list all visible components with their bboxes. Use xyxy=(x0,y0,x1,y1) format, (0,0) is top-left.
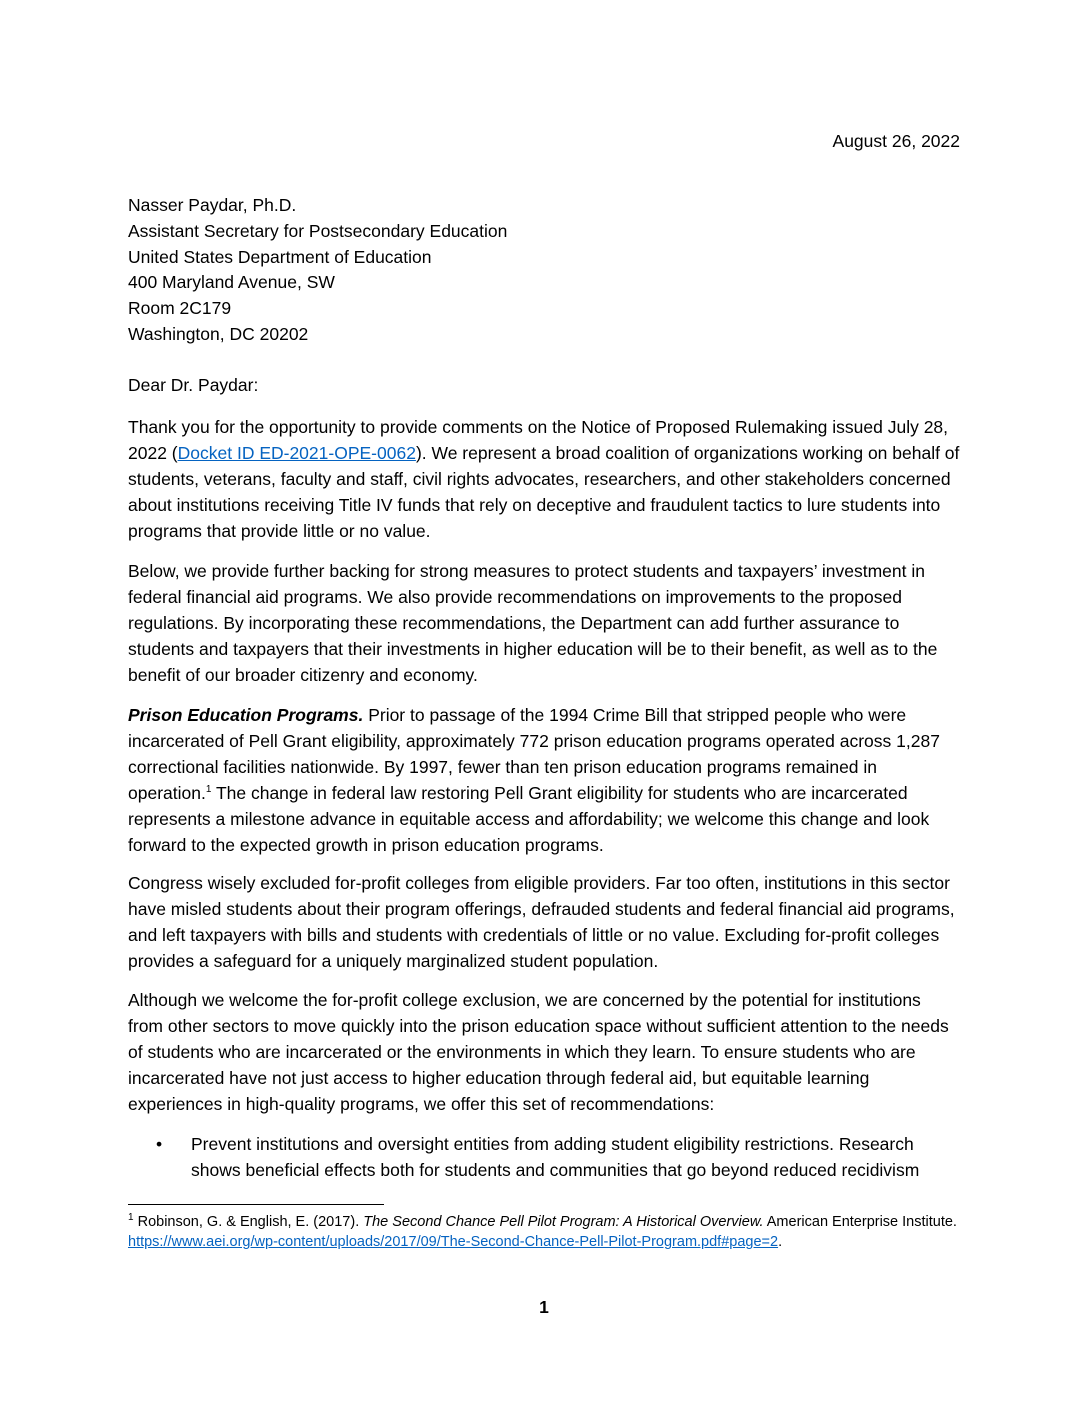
docket-link[interactable]: Docket ID ED-2021-OPE-0062 xyxy=(177,443,416,463)
footnote-link[interactable]: https://www.aei.org/wp-content/uploads/2017/09/The-Second-Chance-Pell-Pilot-Program.pdf#page=2 xyxy=(128,1234,779,1250)
paragraph-text: ). We represent a broad coalition of organizations working on behalf of students, veterans, faculty and staff, civil rights advocates, researchers, and other stakeholders concerned about institutions receiving Title IV funds that rely on deceptive and fraudulent tactics to lure students into programs that provide little or no value. xyxy=(128,443,960,541)
footnote-ref: 1 xyxy=(205,784,212,796)
address-line: 400 Maryland Avenue, SW xyxy=(128,272,335,293)
footnote-text: . xyxy=(778,1234,783,1250)
recommendation-text: Prevent institutions and oversight entities from adding student eligibility restrictions. Research shows beneficial effects both for students and communities that go beyond reduced recidivism xyxy=(191,1134,920,1180)
footnote-text: Robinson, G. & English, E. (2017). xyxy=(133,1214,364,1230)
address-line: United States Department of Education xyxy=(128,246,432,267)
paragraph-backing: Below, we provide further backing for strong measures to protect students and taxpayers’ investment in federal financial aid programs. We also provide recommendations on improvements to the proposed regulations. By incorporating these recommendations, the Department can add further assurance to students and taxpayers that their investments in higher education will be to their benefit, as well as to the benefit of our broader citizenry and economy. xyxy=(128,561,938,685)
paragraph-intro xyxy=(128,414,960,544)
letter-date: August 26, 2022 xyxy=(832,131,960,151)
paragraph-text: Prior to passage of the 1994 Crime Bill that stripped people who were incarcerated of Pell Grant eligibility, approximately 772 prison education programs operated across 1,287 correctional facilities nationwide. By 1997, fewer than ten prison education programs remained in operation. xyxy=(128,705,940,803)
page-number: 1 xyxy=(539,1297,549,1317)
address-line: Assistant Secretary for Postsecondary Education xyxy=(128,220,508,241)
paragraph-for-profit: Congress wisely excluded for-profit colleges from eligible providers. Far too often, institutions in this sector have misled students about their program offerings, defrauded students and federal financial aid programs, and left taxpayers with bills and students with credentials of little or no value. Excluding for-profit colleges provides a safeguard for a uniquely marginalized student population. xyxy=(128,873,955,971)
paragraph-prison-education xyxy=(128,702,960,858)
paragraph-text: The change in federal law restoring Pell Grant eligibility for students who are incarcerated represents a milestone advance in equitable access and affordability; we welcome this change and look forward to the expected growth in prison education programs. xyxy=(128,783,930,855)
address-line: Room 2C179 xyxy=(128,298,232,319)
footnote-divider xyxy=(128,1204,384,1205)
recipient-address xyxy=(128,193,960,348)
footnote xyxy=(128,1212,960,1252)
paragraph-concerns: Although we welcome the for-profit college exclusion, we are concerned by the potential for institutions from other sectors to move quickly into the prison education space without sufficient attention to the needs of students who are incarcerated or the environments in which they learn. To ensure students who are incarcerated have not just access to higher education through federal aid, but equitable learning experiences in high-quality programs, we offer this set of recommendations: xyxy=(128,990,949,1114)
salutation: Dear Dr. Paydar: xyxy=(128,375,259,395)
bullet-icon: • xyxy=(156,1134,163,1154)
paragraph-text: Thank you for the opportunity to provide comments on the Notice of Proposed Rulemaking issued July 28, 2022 ( xyxy=(128,417,949,463)
address-line: Washington, DC 20202 xyxy=(128,323,309,344)
footnote-title: The Second Chance Pell Pilot Program: A Historical Overview. xyxy=(363,1214,764,1230)
address-line: Nasser Paydar, Ph.D. xyxy=(128,195,297,215)
section-lead: Prison Education Programs. xyxy=(128,705,364,725)
footnote-number: 1 xyxy=(128,1212,134,1224)
footnote-text: American Enterprise Institute. xyxy=(763,1214,957,1230)
